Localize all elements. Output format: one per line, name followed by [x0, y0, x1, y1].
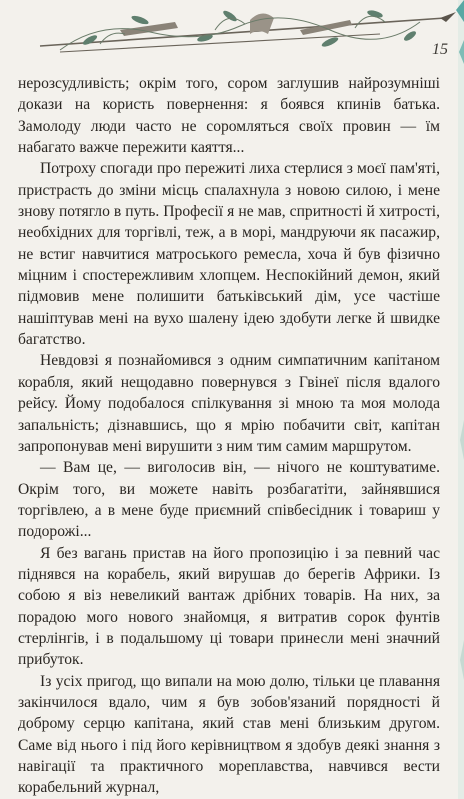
- paragraph: — Вам це, — виголосив він, — нічого не коштуватиме. Окрім того, ви можете навіть розбагатіти, зайнявшися торгівлею, а в мене буде приємний співбесідник і товариш у подорожі...: [18, 459, 440, 541]
- paragraph: Із усіх пригод, що випали на мою долю, тільки це плавання закінчилося вдало, чим я був зобов'язаний порядності й доброму серцю капітана, який став мені близьким другом. Саме від нього і під його керівництвом я здобув деякі знання з навігації та практичного мореплавства, навчився вести корабельний журнал,: [18, 672, 440, 797]
- body-text: [18, 73, 440, 799]
- page-edge-decoration-icon: [450, 0, 464, 799]
- paragraph: нерозсудливість; окрім того, сором заглушив найрозумніші докази на користь повернення: я боявся кпинів батька. Замолоду люди часто не соромляться своїх провин — їм набагато важче пережити каяття...: [18, 75, 440, 157]
- vine-and-weapons-ornament-icon: [0, 0, 464, 70]
- paragraph: Потроху спогади про пережиті лиха стерлися з моєї пам'яті, пристрасть до зміни місць спалахнула з новою силою, і мене знову потягло в путь. Професії я не мав, спритності й хитрості, необхідних для торгівлі, теж, а в морі, мандруючи як пасажир, не встиг навчитися матроського ремесла, хоча й був фізично міцним і спостережливим хлопцем. Неспокійний демон, який підмовив мене полишити батьківський дім, усе частіше нашіптував мені на вухо шалену ідею здобути легке й швидке багатство.: [18, 160, 440, 349]
- paragraph: Я без вагань пристав на його пропозицію і за певний час піднявся на корабель, який вирушав до берегів Африки. Із собою я віз невеликий вантаж дрібних товарів. На них, за порадою мого нового знайомця, я витратив сорок фунтів стерлінгів, і в подальшому ці товари принесли мені значний прибуток.: [18, 544, 440, 669]
- page-number: 15: [432, 41, 448, 58]
- paragraph: Невдовзі я познайомився з одним симпатичним капітаном корабля, який нещодавно повернувся з Гвінеї після вдалого рейсу. Йому подобалося спілкування зі мною та моя молода запальність; дізнавшись, що я мрію побачити світ, капітан запропонував мені вирушити з ним тим самим маршрутом.: [18, 352, 440, 455]
